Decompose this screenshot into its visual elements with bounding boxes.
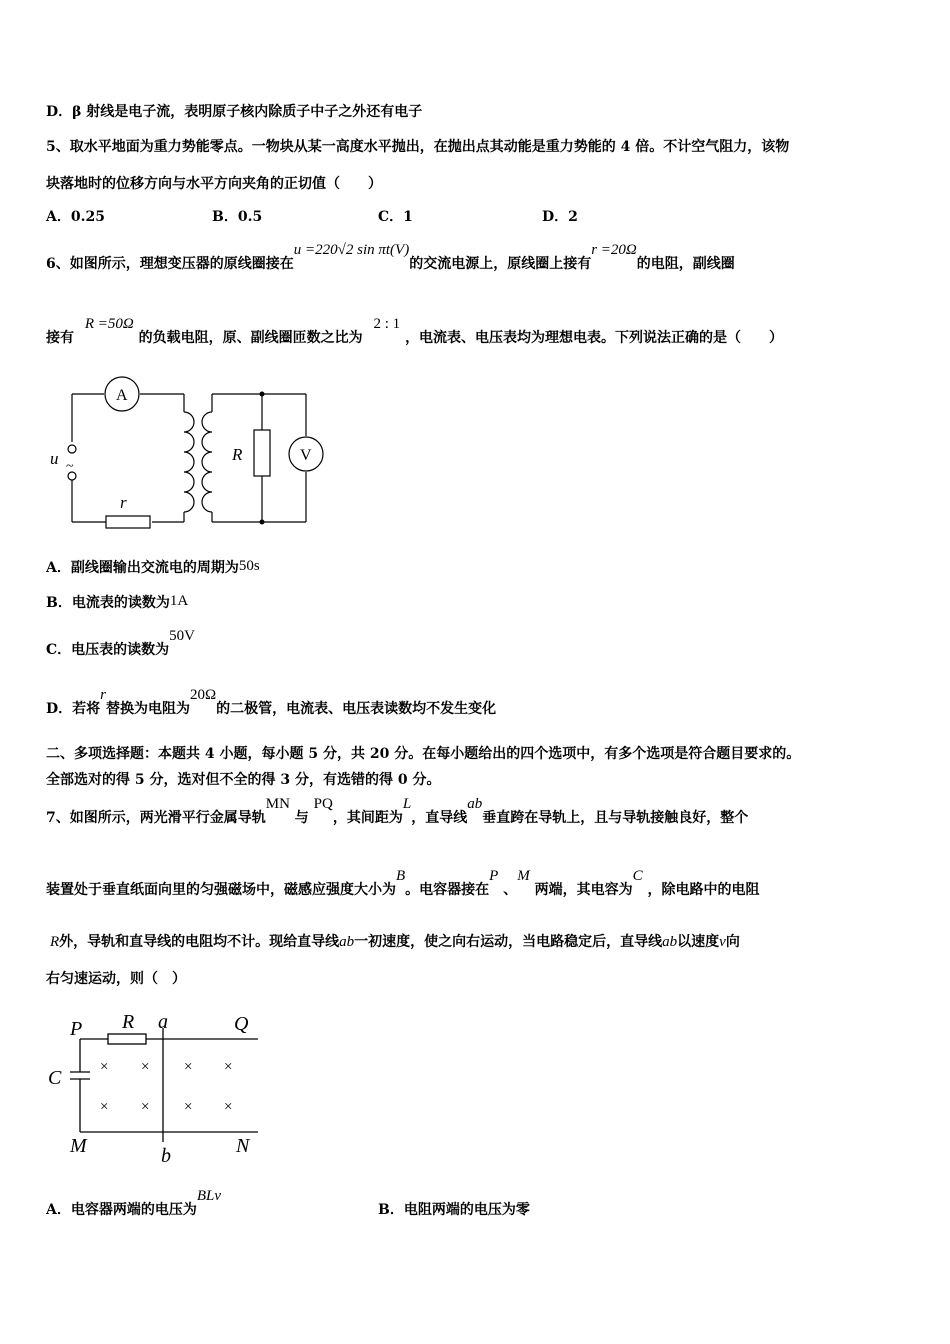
point-M-label: M xyxy=(70,1135,87,1157)
q7-text: 与 xyxy=(294,810,309,826)
q7-option-a-value: BLv xyxy=(196,1188,222,1204)
q6-stem-line2 xyxy=(46,316,784,348)
q5-option-b: B．0.5 xyxy=(212,209,263,225)
q7-text: 一初速度，使之向右运动，当电路稳定后，直导线 xyxy=(354,934,663,950)
ammeter-label: A xyxy=(116,387,128,404)
q7-capacitance-C: C xyxy=(632,868,643,884)
q7-text: 两端，其电容为 xyxy=(534,882,633,898)
q6-option-d-text: 替换为电阻为 xyxy=(105,701,190,717)
ac-source-symbol: ~ xyxy=(66,459,74,474)
magnetic-field-cross: × xyxy=(100,1099,109,1115)
q7-text: ，其间距为 xyxy=(332,810,403,826)
resistor-R-label: R xyxy=(232,445,243,464)
magnetic-field-cross: × xyxy=(141,1059,150,1075)
section2-intro-line2: 全部选对的得 5 分，选对但不全的得 3 分，有选错的得 0 分。 xyxy=(46,772,441,788)
q7-stem-line2 xyxy=(46,868,760,900)
q7-text: 垂直跨在导轨上，且与导轨接触良好，整个 xyxy=(482,810,749,826)
q6-option-d-text: 的二极管，电流表、电压表读数均不发生变化 xyxy=(216,701,497,717)
q5-stem-line1: 5、取水平地面为重力势能零点。一物块从某一高度水平抛出，在抛出点其动能是重力势能的 4 倍。不计空气阻力，该物 xyxy=(46,139,790,155)
q6-option-d xyxy=(46,687,497,719)
q6-option-b-text: B．电流表的读数为 xyxy=(46,595,170,611)
q6-resistor-R-value: R =50Ω xyxy=(84,316,134,332)
point-N-label: N xyxy=(236,1135,250,1157)
q4-option-d: D．β 射线是电子流，表明原子核内除质子中子之外还有电子 xyxy=(46,104,423,120)
q5-option-d: D．2 xyxy=(542,209,578,225)
q7-option-a-text: A．电容器两端的电压为 xyxy=(46,1202,197,1218)
q6-stem-line1 xyxy=(46,242,735,274)
q6-resistor-r-value: r =20Ω xyxy=(591,242,637,258)
resistor-r-label: r xyxy=(120,493,127,512)
q6-transformer-circuit xyxy=(44,372,334,532)
q6-text: ，电流表、电压表均为理想电表。下列说法正确的是（ ） xyxy=(405,330,784,346)
q7-point-M: M xyxy=(517,868,530,884)
q7-option-b: B．电阻两端的电压为零 xyxy=(378,1202,530,1218)
point-a-label: a xyxy=(158,1011,168,1033)
q6-option-c xyxy=(46,628,195,660)
magnetic-field-cross: × xyxy=(184,1099,193,1115)
q7-text: 外，导轨和直导线的电阻均不计。现给直导线 xyxy=(59,934,340,950)
q6-option-b-value: 1A xyxy=(169,593,189,609)
q6-text: 接有 xyxy=(46,330,74,346)
magnetic-field-cross: × xyxy=(100,1059,109,1075)
q6-option-d-text: D．若将 xyxy=(46,701,101,717)
point-Q-label: Q xyxy=(234,1013,249,1035)
q7-text: 以速度 xyxy=(677,934,720,950)
q6-option-a-text: A．副线圈输出交流电的周期为 xyxy=(46,560,239,576)
section2-intro-line1: 二、多项选择题：本题共 4 小题，每小题 5 分，共 20 分。在每小题给出的四个选项中，有多个选项是符合题目要求的。 xyxy=(46,746,801,762)
point-b-label: b xyxy=(161,1145,171,1167)
magnetic-field-cross: × xyxy=(224,1059,233,1075)
resistor-R-label: R xyxy=(122,1011,135,1033)
q7-text: 、 xyxy=(503,882,518,898)
q5-stem-line2: 块落地时的位移方向与水平方向夹角的正切值（ ） xyxy=(46,176,382,192)
q6-turns-ratio: 2 : 1 xyxy=(373,316,401,332)
q7-text: 。电容器接在 xyxy=(405,882,490,898)
q7-rail-MN: MN xyxy=(265,796,290,812)
q7-wire-ab: ab xyxy=(467,796,483,812)
q7-stem-line3 xyxy=(46,932,740,952)
q7-rail-circuit xyxy=(44,1008,274,1168)
q7-wire-ab: ab xyxy=(339,934,355,950)
q7-stem-line1 xyxy=(46,796,749,828)
q7-distance-L: L xyxy=(402,796,412,812)
q7-text: ，直导线 xyxy=(411,810,468,826)
q6-voltage-formula: u =220√2 sin πt(V) xyxy=(293,242,410,258)
q7-wire-ab: ab xyxy=(662,934,678,950)
q6-option-c-value: 50V xyxy=(169,628,195,644)
q6-text: 的交流电源上，原线圈上接有 xyxy=(409,256,592,272)
q6-option-a-value: 50s xyxy=(238,558,260,574)
capacitor-C-label: C xyxy=(48,1067,62,1089)
q7-point-P: P xyxy=(489,868,499,884)
q7-option-a xyxy=(46,1188,222,1220)
q7-velocity-v: v xyxy=(719,934,726,950)
q7-text: ，除电路中的电阻 xyxy=(647,882,760,898)
q6-option-a xyxy=(46,558,260,578)
q5-option-c: C．1 xyxy=(378,209,413,225)
q6-text: 6、如图所示，理想变压器的原线圈接在 xyxy=(46,256,294,272)
q6-text: 的电阻，副线圈 xyxy=(636,256,735,272)
q6-option-c-text: C．电压表的读数为 xyxy=(46,642,170,658)
q7-rail-PQ: PQ xyxy=(313,796,333,812)
q7-text: 7、如图所示，两光滑平行金属导轨 xyxy=(46,810,266,826)
source-u-label: u xyxy=(50,449,59,468)
q7-resistor-R: R xyxy=(50,934,60,950)
q7-text: 向 xyxy=(725,934,740,950)
q6-option-d-resistance: 20Ω xyxy=(189,687,217,703)
q6-option-b xyxy=(46,593,188,613)
q7-field-B: B xyxy=(396,868,406,884)
q6-option-d-r: r xyxy=(100,687,106,703)
q7-stem-line4: 右匀速运动，则（ ） xyxy=(46,971,186,987)
q6-text: 的负载电阻，原、副线圈匝数之比为 xyxy=(138,330,363,346)
voltmeter-label: V xyxy=(300,447,312,464)
magnetic-field-cross: × xyxy=(224,1099,233,1115)
q5-option-a: A．0.25 xyxy=(46,209,105,225)
magnetic-field-cross: × xyxy=(141,1099,150,1115)
point-P-label: P xyxy=(70,1018,83,1040)
q7-text: 装置处于垂直纸面向里的匀强磁场中，磁感应强度大小为 xyxy=(46,882,396,898)
magnetic-field-cross: × xyxy=(184,1059,193,1075)
